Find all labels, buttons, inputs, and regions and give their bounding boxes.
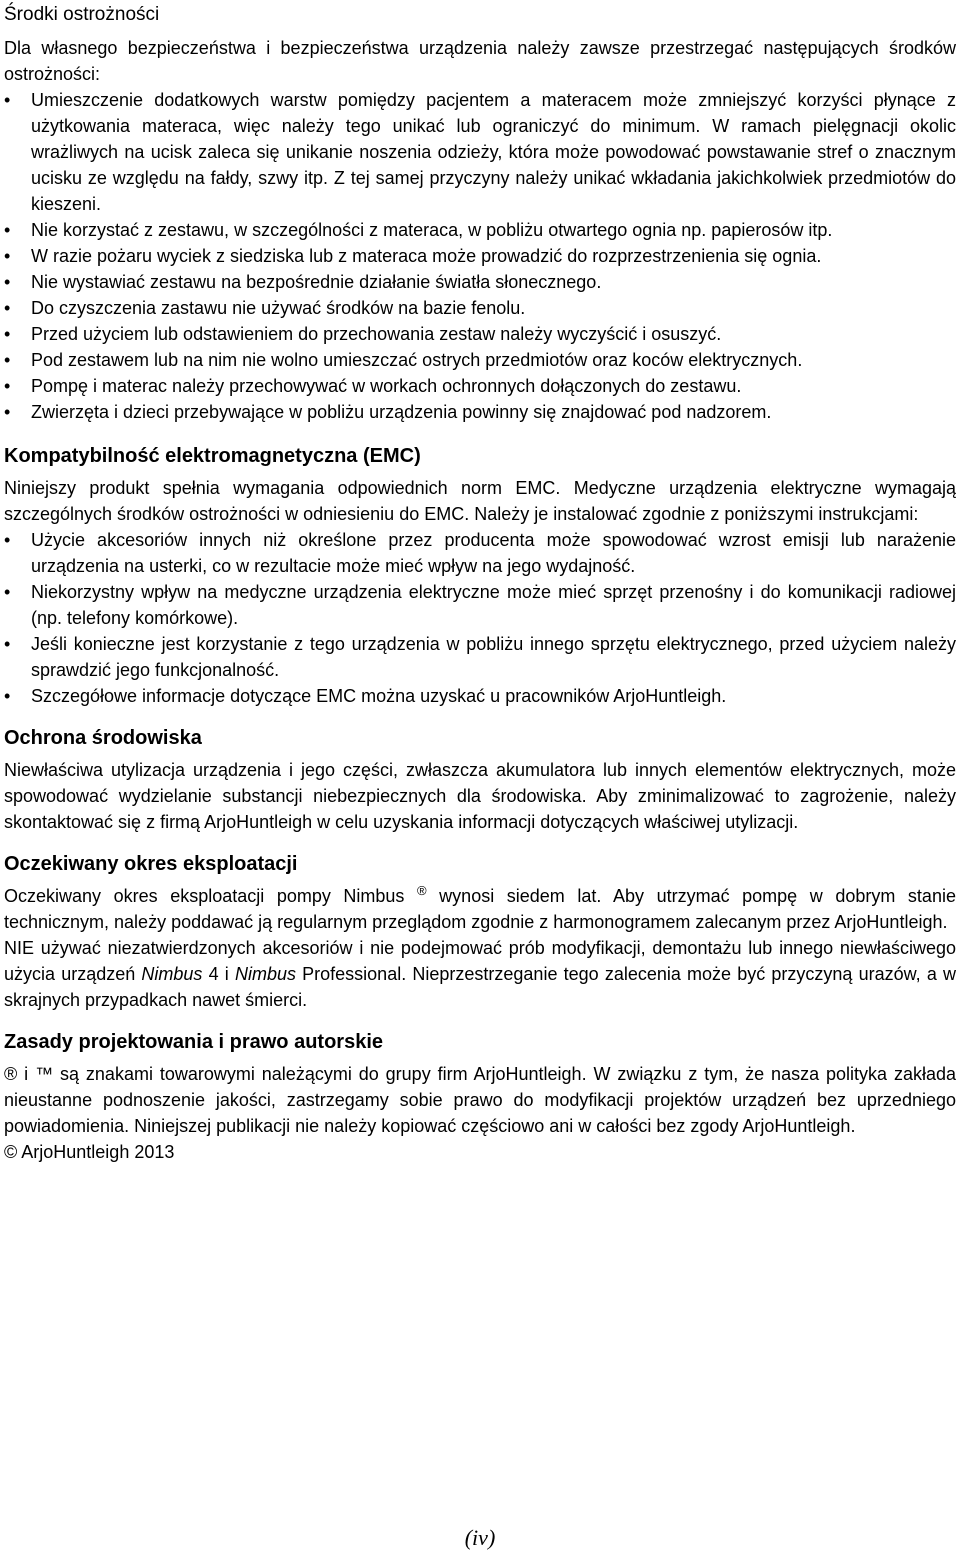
list-item xyxy=(4,347,956,373)
list-item xyxy=(4,217,956,243)
lifetime-section xyxy=(4,851,956,1013)
emc-section xyxy=(4,443,956,709)
emc-intro: Niniejszy produkt spełnia wymagania odpowiednich norm EMC. Medyczne urządzenia elektryczne wymagają szczególnych środków ostrożności w odniesieniu do EMC. Należy je instalować zgodnie z poniższymi instrukcjami: xyxy=(4,478,956,524)
list-item xyxy=(4,243,956,269)
list-item xyxy=(4,295,956,321)
registered-mark: ® xyxy=(417,883,427,898)
precautions-list xyxy=(4,87,956,425)
bullet-icon: • xyxy=(4,376,11,396)
product-name-italic: Nimbus xyxy=(234,964,296,984)
list-item xyxy=(4,321,956,347)
bullet-icon: • xyxy=(4,220,11,240)
environment-section xyxy=(4,725,956,835)
list-item xyxy=(4,87,956,217)
list-item xyxy=(4,399,956,425)
list-item-text: Szczegółowe informacje dotyczące EMC można uzyskać u pracowników ArjoHuntleigh. xyxy=(31,686,727,706)
list-item-text: Pod zestawem lub na nim nie wolno umieszczać ostrych przedmiotów oraz koców elektrycznych. xyxy=(31,350,803,370)
list-item xyxy=(4,579,956,631)
lifetime-text-after: wynosi siedem lat. Aby utrzymać pompę w dobrym stanie technicznym, należy poddawać ją regularnym przeglądom zgodnie z harmonogramem zalecanym przez ArjoHuntleigh. xyxy=(4,886,956,932)
lifetime-p2-part-c: Professional. Nieprzestrzeganie tego zalecenia może być przyczyną urazów, a w skrajnych przypadkach nawet śmierci. xyxy=(4,964,956,1010)
list-item-text: Zwierzęta i dzieci przebywające w pobliżu urządzenia powinny się znajdować pod nadzorem. xyxy=(31,402,772,422)
list-item-text: W razie pożaru wyciek z siedziska lub z materaca może prowadzić do rozprzestrzenienia się ognia. xyxy=(31,246,822,266)
bullet-icon: • xyxy=(4,272,11,292)
list-item-text: Pompę i materac należy przechowywać w workach ochronnych dołączonych do zestawu. xyxy=(31,376,742,396)
list-item-text: Do czyszczenia zastawu nie używać środków na bazie fenolu. xyxy=(31,298,526,318)
precautions-section xyxy=(4,2,956,425)
list-item xyxy=(4,683,956,709)
environment-text: Niewłaściwa utylizacja urządzenia i jego części, zwłaszcza akumulatora lub innych elementów elektrycznych, może spowodować wydzielanie substancji niebezpiecznych dla środowiska. Aby zminimalizować to zagrożenie, należy skontaktować się z firmą ArjoHuntleigh w celu uzyskania informacji dotyczących właściwej utylizacji. xyxy=(4,760,956,832)
bullet-icon: • xyxy=(4,402,11,422)
emc-list xyxy=(4,527,956,709)
document-page xyxy=(4,0,956,1165)
lifetime-text-before: Oczekiwany okres eksploatacji pompy Nimbus xyxy=(4,886,405,906)
bullet-icon: • xyxy=(4,246,11,266)
bullet-icon: • xyxy=(4,324,11,344)
list-item-text: Przed użyciem lub odstawieniem do przechowania zestaw należy wyczyścić i osuszyć. xyxy=(31,324,722,344)
lifetime-paragraph-2 xyxy=(4,935,956,1013)
bullet-icon: • xyxy=(4,298,11,318)
product-name-italic: Nimbus xyxy=(141,964,203,984)
lifetime-p2-part-a: NIE używać niezatwierdzonych akcesoriów i nie podejmować prób modyfikacji, demontażu lub innego niewłaściwego użycia urządzeń xyxy=(4,938,956,984)
list-item-text: Nie korzystać z zestawu, w szczególności z materaca, w pobliżu otwartego ognia np. papierosów itp. xyxy=(31,220,833,240)
list-item-text: Niekorzystny wpływ na medyczne urządzenia elektryczne może mieć sprzęt przenośny i do komunikacji radiowej (np. telefony komórkowe). xyxy=(31,582,956,628)
list-item-text: Umieszczenie dodatkowych warstw pomiędzy pacjentem a materacem może zmniejszyć korzyści płynące z użytkowania materaca, więc należy tego unikać lub ograniczyć do minimum. W ramach pielęgnacji okolic wrażliwych na ucisk zaleca się unikanie noszenia odzieży, która może powodować powstawanie stref o znacznym ucisku ze względu na fałdy, szwy itp. Z tej samej przyczyny należy unikać wkładania jakichkolwiek przedmiotów do kieszeni. xyxy=(31,90,956,214)
design-text: ® i ™ są znakami towarowymi należącymi do grupy firm ArjoHuntleigh. W związku z tym, że nasza polityka zakłada nieustanne podnoszenie jakości, zastrzegamy sobie prawo do modyfikacji projektów urządzeń bez uprzedniego powiadomienia. Niniejszej publikacji nie należy kopiować częściowo ani w całości bez zgody ArjoHuntleigh. xyxy=(4,1064,956,1136)
list-item-text: Użycie akcesoriów innych niż określone przez producenta może spowodować wzrost emisji lub narażenie urządzenia na usterki, co w rezultacie może mieć wpływ na jego wydajność. xyxy=(31,530,956,576)
lifetime-paragraph-1 xyxy=(4,883,956,935)
bullet-icon: • xyxy=(4,582,11,602)
list-item-text: Nie wystawiać zestawu na bezpośrednie działanie światła słonecznego. xyxy=(31,272,602,292)
bullet-icon: • xyxy=(4,90,11,110)
list-item-text: Jeśli konieczne jest korzystanie z tego urządzenia w pobliżu innego sprzętu elektrycznego, przed użyciem należy sprawdzić jego funkcjonalność. xyxy=(31,634,956,680)
list-item xyxy=(4,527,956,579)
emc-heading: Kompatybilność elektromagnetyczna (EMC) xyxy=(4,445,421,467)
bullet-icon: • xyxy=(4,530,11,550)
bullet-icon: • xyxy=(4,634,11,654)
design-heading: Zasady projektowania i prawo autorskie xyxy=(4,1031,384,1053)
environment-heading: Ochrona środowiska xyxy=(4,727,202,749)
bullet-icon: • xyxy=(4,686,11,706)
bullet-icon: • xyxy=(4,350,11,370)
list-item xyxy=(4,269,956,295)
lifetime-heading: Oczekiwany okres eksploatacji xyxy=(4,853,298,875)
precautions-intro: Dla własnego bezpieczeństwa i bezpieczeństwa urządzenia należy zawsze przestrzegać następujących środków ostrożności: xyxy=(4,38,956,84)
design-section xyxy=(4,1029,956,1165)
precautions-title: Środki ostrożności xyxy=(4,4,160,25)
page-number: (iv) xyxy=(464,1525,496,1550)
lifetime-p2-part-b: 4 i xyxy=(202,964,235,984)
list-item xyxy=(4,631,956,683)
list-item xyxy=(4,373,956,399)
copyright-line: © ArjoHuntleigh 2013 xyxy=(4,1142,175,1162)
